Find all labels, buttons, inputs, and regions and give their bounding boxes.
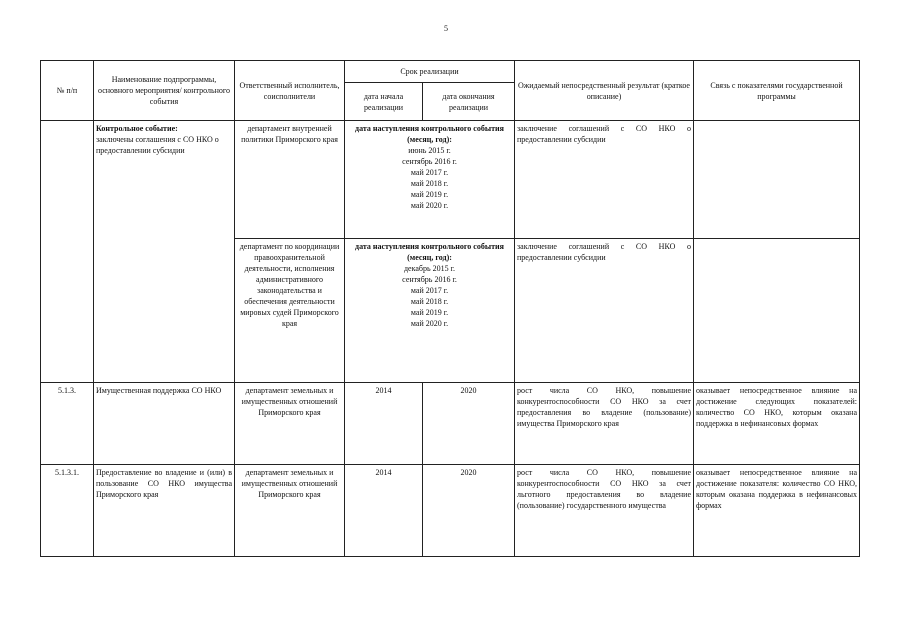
row-link: оказывает непосредственное влияние на достижение показателя: количество СО НКО, которым оказана поддержка в нефинансовых формах (694, 465, 860, 557)
header-row (41, 61, 860, 83)
control-event-label: Контрольное событие: (96, 124, 178, 133)
header-period: Срок реализации (345, 61, 515, 83)
row-end: 2020 (423, 383, 515, 465)
header-name: Наименование подпрограммы, основного мероприятия/ контрольного события (94, 61, 235, 121)
row-dates (345, 239, 515, 383)
date-item: сентябрь 2016 г. (402, 275, 457, 284)
date-title: дата наступления контрольного события (месяц, год): (355, 242, 504, 262)
date-item: сентябрь 2016 г. (402, 157, 457, 166)
date-item: май 2020 г. (410, 319, 449, 328)
date-item: декабрь 2015 г. (403, 264, 456, 273)
header-start: дата начала реализации (345, 83, 423, 121)
header-num: № п/п (41, 61, 94, 121)
date-title: дата наступления контрольного события (месяц, год): (355, 124, 504, 144)
row-number: 5.1.3. (41, 383, 94, 465)
row-result: рост числа СО НКО, повышение конкурентоспособности СО НКО за счет льготного предоставления во владение (пользование) государственного имущества (515, 465, 694, 557)
row-start: 2014 (345, 383, 423, 465)
table-row (41, 121, 860, 239)
header-end: дата окончания реализации (423, 83, 515, 121)
date-item: май 2019 г. (410, 190, 449, 199)
row-start: 2014 (345, 465, 423, 557)
row-link: оказывает непосредственное влияние на достижение следующих показателей: количество СО НКО, которым оказана поддержка в нефинансовых формах (694, 383, 860, 465)
row-link (694, 121, 860, 239)
date-item: май 2017 г. (410, 286, 449, 295)
header-result: Ожидаемый непосредственный результат (краткое описание) (515, 61, 694, 121)
row-name-text: заключены соглашения с СО НКО о предоставлении субсидии (96, 135, 219, 155)
page-number: 5 (444, 24, 448, 33)
row-name (94, 121, 235, 383)
row-result: заключение соглашений с СО НКО о предоставлении субсидии (515, 121, 694, 239)
row-link (694, 239, 860, 383)
row-number (41, 121, 94, 383)
program-table (40, 60, 860, 557)
date-item: июнь 2015 г. (408, 146, 451, 155)
row-number: 5.1.3.1. (41, 465, 94, 557)
table-row (41, 465, 860, 557)
row-responsible: департамент земельных и имущественных отношений Приморского края (235, 383, 345, 465)
header-responsible: Ответственный исполнитель, соисполнители (235, 61, 345, 121)
date-item: май 2018 г. (410, 179, 449, 188)
header-link: Связь с показателями государственной программы (694, 61, 860, 121)
date-item: май 2020 г. (410, 201, 449, 210)
date-item: май 2019 г. (410, 308, 449, 317)
row-name: Предоставление во владение и (или) в пользование СО НКО имущества Приморского края (94, 465, 235, 557)
row-end: 2020 (423, 465, 515, 557)
row-result: рост числа СО НКО, повышение конкурентоспособности СО НКО за счет предоставления во владение (пользование) имущества Приморского края (515, 383, 694, 465)
row-name: Имущественная поддержка СО НКО (94, 383, 235, 465)
row-responsible: департамент земельных и имущественных отношений Приморского края (235, 465, 345, 557)
date-item: май 2017 г. (410, 168, 449, 177)
table-row (41, 383, 860, 465)
row-dates (345, 121, 515, 239)
row-responsible: департамент по координации правоохранительной деятельности, исполнения административного законодательства и обеспечения деятельности мировых судей Приморского края (235, 239, 345, 383)
date-item: май 2018 г. (410, 297, 449, 306)
row-responsible: департамент внутренней политики Приморского края (235, 121, 345, 239)
row-result: заключение соглашений с СО НКО о предоставлении субсидии (515, 239, 694, 383)
